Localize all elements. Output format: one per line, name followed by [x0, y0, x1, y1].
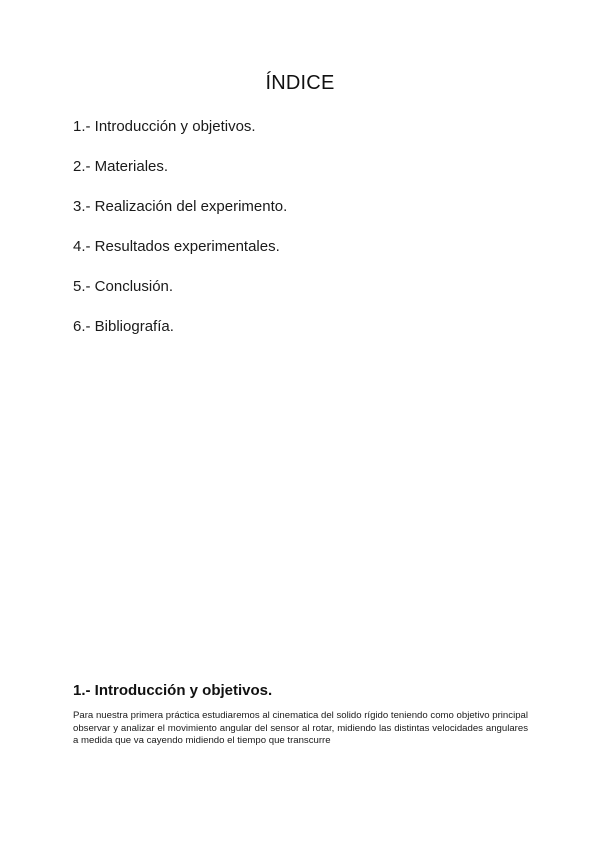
section-heading: 1.- Introducción y objetivos.: [73, 682, 273, 699]
toc-item-realizacion: 3.- Realización del experimento.: [73, 198, 288, 215]
section-introduccion: [73, 682, 528, 748]
toc-item-resultados: 4.- Resultados experimentales.: [73, 238, 280, 255]
toc-item-bibliografia: 6.- Bibliografía.: [73, 318, 174, 335]
table-of-contents: [73, 117, 287, 357]
toc-item-conclusion: 5.- Conclusión.: [73, 278, 174, 295]
toc-item-materiales: 2.- Materiales.: [73, 158, 169, 175]
index-title: ÍNDICE: [265, 72, 335, 94]
section-body-text: Para nuestra primera práctica estudiaremos al cinematica del solido rígido teniendo como objetivo principal observar y analizar el movimiento angular del sensor al rotar, midiendo las distintas velocidades angulares a medida que va cayendo midiendo el tiempo que transcurre: [73, 710, 528, 747]
toc-item-introduccion: 1.- Introducción y objetivos.: [73, 118, 256, 135]
